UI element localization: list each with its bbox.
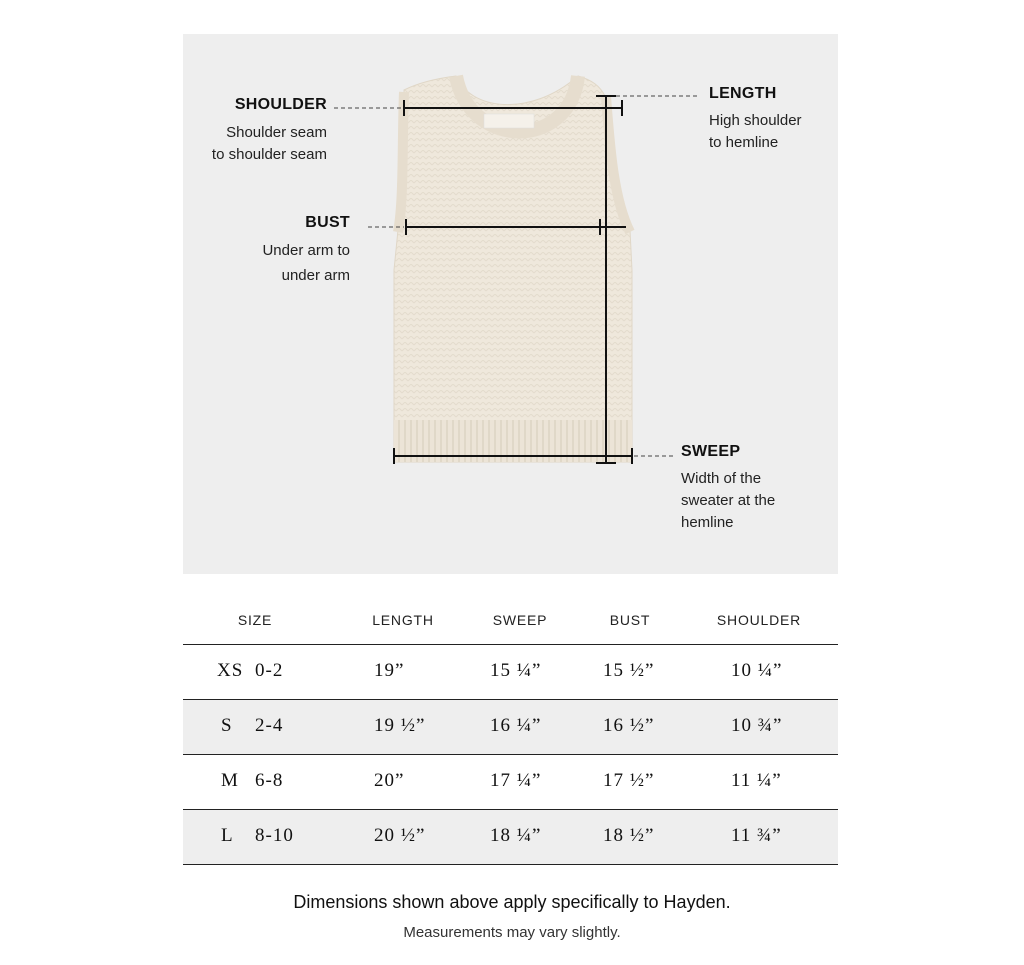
table-row bbox=[183, 644, 838, 699]
header-shoulder: SHOULDER bbox=[716, 612, 802, 628]
shoulder-desc-2: to shoulder seam bbox=[211, 146, 327, 163]
footer-note: Dimensions shown above apply specifically to Hayden. bbox=[293, 892, 731, 912]
header-length: LENGTH bbox=[372, 612, 434, 628]
table-header-row bbox=[183, 600, 838, 644]
cell-range: 0-2 bbox=[255, 660, 284, 681]
cell-bust: 18 ½” bbox=[603, 825, 655, 846]
cell-sweep: 16 ¼” bbox=[490, 715, 542, 736]
cell-range: 2-4 bbox=[255, 715, 284, 736]
table-row bbox=[183, 754, 838, 809]
cell-size: XS bbox=[217, 660, 244, 681]
bust-title: BUST bbox=[305, 214, 350, 231]
cell-length: 20 ½” bbox=[374, 825, 426, 846]
cell-shoulder: 10 ¾” bbox=[731, 715, 783, 736]
cell-range: 8-10 bbox=[255, 825, 294, 846]
cell-shoulder: 10 ¼” bbox=[731, 660, 783, 681]
cell-shoulder: 11 ¼” bbox=[731, 770, 782, 791]
cell-size: S bbox=[221, 715, 233, 736]
cell-range: 6-8 bbox=[255, 770, 284, 791]
cell-length: 19” bbox=[374, 660, 405, 681]
cell-length: 20” bbox=[374, 770, 405, 791]
length-desc-1: High shoulder bbox=[709, 112, 802, 129]
cell-size: L bbox=[221, 825, 234, 846]
shoulder-desc-1: Shoulder seam bbox=[226, 124, 327, 141]
cell-sweep: 18 ¼” bbox=[490, 825, 542, 846]
cell-shoulder: 11 ¾” bbox=[731, 825, 782, 846]
cell-bust: 16 ½” bbox=[603, 715, 655, 736]
header-bust: BUST bbox=[609, 612, 651, 628]
table-row bbox=[183, 809, 838, 865]
bust-desc-2: under arm bbox=[281, 267, 350, 284]
bust-desc-1: Under arm to bbox=[262, 242, 350, 259]
length-desc-2: to hemline bbox=[709, 134, 779, 151]
cell-size: M bbox=[221, 770, 239, 791]
size-chart-table bbox=[183, 600, 838, 865]
length-title: LENGTH bbox=[709, 85, 777, 102]
footer-disclaimer: Measurements may vary slightly. bbox=[403, 924, 621, 941]
table-row bbox=[183, 699, 838, 754]
cell-sweep: 15 ¼” bbox=[490, 660, 542, 681]
cell-length: 19 ½” bbox=[374, 715, 426, 736]
cell-bust: 17 ½” bbox=[603, 770, 655, 791]
header-sweep: SWEEP bbox=[492, 612, 548, 628]
sweep-desc-3: hemline bbox=[681, 514, 734, 531]
header-size: SIZE bbox=[237, 612, 273, 628]
cell-sweep: 17 ¼” bbox=[490, 770, 542, 791]
shoulder-title: SHOULDER bbox=[234, 96, 327, 113]
cell-bust: 15 ½” bbox=[603, 660, 655, 681]
sweater-label bbox=[484, 114, 534, 128]
sweep-title: SWEEP bbox=[681, 443, 741, 460]
sweep-desc-1: Width of the bbox=[681, 470, 762, 487]
sweep-desc-2: sweater at the bbox=[681, 492, 776, 509]
